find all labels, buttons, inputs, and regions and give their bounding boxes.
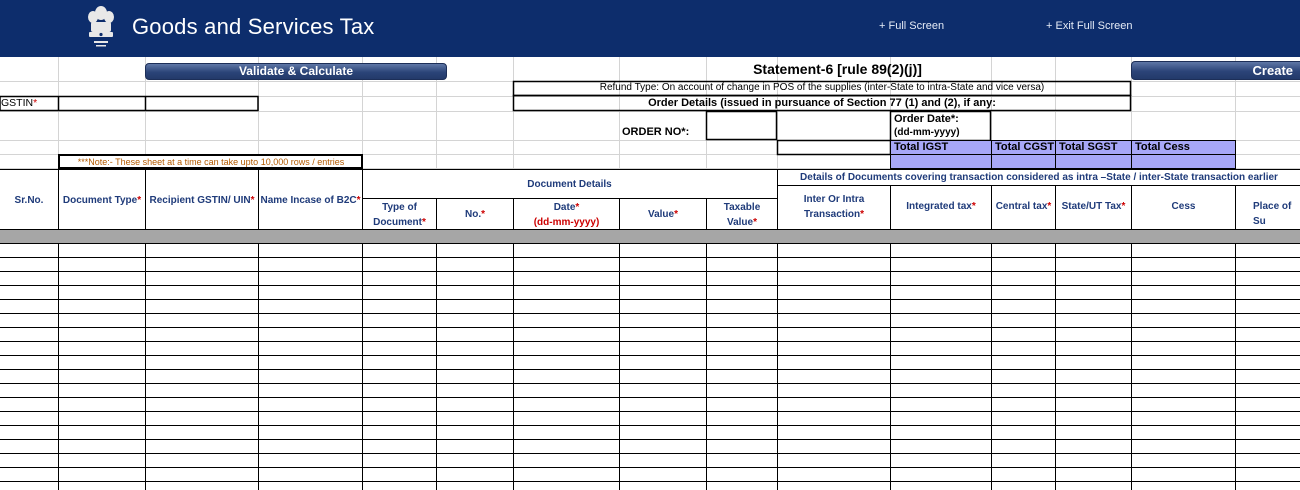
col-cess: Cess <box>1171 201 1196 212</box>
col-taxable-value <box>707 200 777 230</box>
order-date-format: (dd-mm-yyyy) <box>894 127 960 138</box>
exit-full-screen-link[interactable]: + Exit Full Screen <box>1046 20 1133 32</box>
required-mark: * <box>753 217 758 228</box>
col-central-tax <box>992 199 1055 214</box>
required-mark: * <box>356 195 361 206</box>
col-taxable-value-line2: Value <box>726 217 754 228</box>
spreadsheet-grid[interactable] <box>0 57 1300 490</box>
col-type-of-document-line1: Type of <box>382 202 417 213</box>
col-no <box>437 207 513 222</box>
gstin-label-text: GSTIN <box>1 97 34 109</box>
app-title: Goods and Services Tax <box>132 14 375 39</box>
required-mark: * <box>860 209 865 220</box>
required-mark: * <box>1121 201 1126 212</box>
total-sgst-label: Total SGST <box>1059 141 1118 153</box>
col-date-label: Date <box>553 202 576 213</box>
col-taxable-value-line1: Taxable <box>723 202 761 213</box>
order-no-label: ORDER NO*: <box>622 126 690 138</box>
note-text: ***Note:- These sheet at a time can take upto 10,000 rows / entries <box>77 157 345 167</box>
col-inter-intra-line1: Inter Or Intra <box>803 194 865 205</box>
required-mark: * <box>422 217 426 228</box>
col-state-ut-tax-label: State/UT Tax <box>1061 201 1122 212</box>
col-date <box>514 200 619 230</box>
col-name-b2c-label: Name Incase of B2C <box>260 195 357 206</box>
validate-calculate-button[interactable]: Validate & Calculate <box>145 63 447 80</box>
statement-title: Statement-6 [rule 89(2)(j)] <box>753 61 922 77</box>
col-sr-no: Sr.No. <box>14 195 44 206</box>
required-mark: * <box>681 126 686 138</box>
col-integrated-tax-label: Integrated tax <box>906 201 972 212</box>
intra-inter-state-group-header: Details of Documents covering transaction considered as intra –State / inter-State transaction earlier <box>800 172 1278 183</box>
total-igst-label: Total IGST <box>894 141 949 153</box>
col-type-of-document <box>363 200 436 230</box>
selected-row <box>0 230 1300 243</box>
required-mark: * <box>950 113 956 125</box>
order-no-label-text: ORDER NO <box>622 126 682 138</box>
col-value <box>620 207 706 222</box>
total-cgst-label: Total CGST <box>995 141 1055 153</box>
required-mark: * <box>33 97 38 109</box>
col-place-of-supply: Place of Su <box>1253 201 1292 227</box>
order-details-label: Order Details (issued in pursuance of Section 77 (1) and (2), if any: <box>648 97 996 109</box>
col-state-ut-tax <box>1056 199 1131 214</box>
required-mark: * <box>250 195 255 206</box>
col-no-label: No. <box>464 209 482 220</box>
order-date-label-text: Order Date <box>894 113 951 125</box>
col-inter-intra-line2: Transaction <box>803 209 861 220</box>
col-name-b2c <box>259 193 362 208</box>
col-integrated-tax <box>891 199 991 214</box>
col-document-type <box>59 193 145 208</box>
col-value-label: Value <box>647 209 675 220</box>
required-mark: * <box>674 209 679 220</box>
refund-type-label: Refund Type: On account of change in POS of the supplies (inter-State to intra-State and vice versa) <box>599 82 1045 93</box>
required-mark: * <box>1047 201 1052 212</box>
col-date-format: (dd-mm-yyyy) <box>533 217 600 228</box>
required-mark: * <box>971 201 976 212</box>
col-document-type-label: Document Type <box>62 195 138 206</box>
col-recipient-gstin-label: Recipient GSTIN/ UIN <box>149 195 251 206</box>
col-type-of-document-line2: Document <box>373 217 422 228</box>
create-button[interactable]: Create <box>1131 61 1300 80</box>
gstin-label <box>1 97 37 109</box>
required-mark: * <box>575 202 580 213</box>
total-cess-label: Total Cess <box>1135 141 1190 153</box>
national-emblem-logo <box>84 3 118 53</box>
col-recipient-gstin <box>146 193 258 208</box>
col-central-tax-label: Central tax <box>995 201 1048 212</box>
document-details-group-header: Document Details <box>527 179 612 190</box>
col-inter-intra-transaction <box>778 192 890 222</box>
required-mark: * <box>481 209 485 220</box>
required-mark: * <box>137 195 142 206</box>
order-date-label: Order Date*: <box>894 113 959 125</box>
full-screen-link[interactable]: + Full Screen <box>879 20 945 32</box>
